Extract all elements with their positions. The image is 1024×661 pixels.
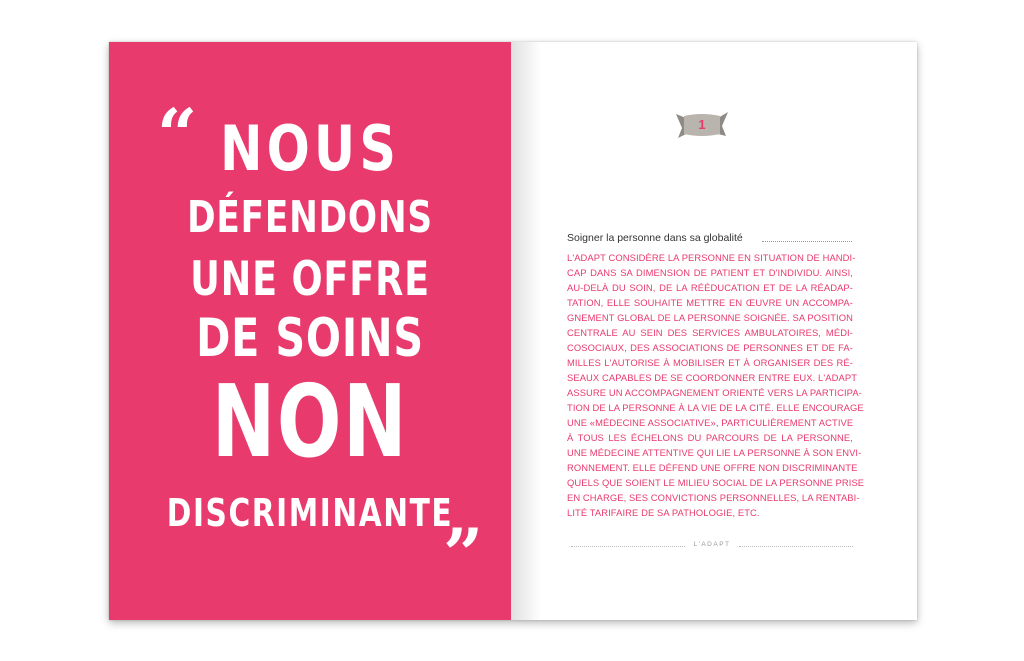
body-line: CAP DANS SA DIMENSION DE PATIENT ET D'INDIVIDU. AINSI, <box>567 267 853 278</box>
footer-rule-right <box>739 546 853 547</box>
body-line: À TOUS LES ÉCHELONS DU PARCOURS DE LA PERSONNE, <box>567 432 853 443</box>
body-line: COSOCIAUX, DES ASSOCIATIONS DE PERSONNES ET DE FA- <box>567 342 853 353</box>
footer-label: L'ADAPT <box>693 541 731 548</box>
body-line: MILLES L'AUTORISE À MOBILISER ET À ORGANISER DES RÉ- <box>567 357 853 368</box>
body-line: RONNEMENT. ELLE DÉFEND UNE OFFRE NON DISCRIMINANTE <box>567 462 858 473</box>
body-line: AU-DELÀ DU SOIN, DE LA RÉÉDUCATION ET DE LA RÉADAP- <box>567 282 853 293</box>
body-paragraph <box>567 250 865 520</box>
title-dotted-rule <box>762 241 852 242</box>
body-line: CENTRALE AU SEIN DES SERVICES AMBULATOIRES, MÉDI- <box>567 327 853 338</box>
body-line: GNEMENT GLOBAL DE LA PERSONNE SOIGNÉE. SA POSITION <box>567 312 853 323</box>
body-line: ASSURE UN ACCOMPAGNEMENT ORIENTÉ VERS LA PARTICIPA- <box>567 387 862 398</box>
quote-line-5: NON <box>211 363 409 480</box>
body-line: LITÉ TARIFAIRE DE SA PATHOLOGIE, ETC. <box>567 507 760 518</box>
quote-line-1: NOUS <box>219 112 401 185</box>
quote-line-3: UNE OFFRE <box>190 252 430 307</box>
chapter-number: 1 <box>698 117 706 132</box>
body-line: UNE MÉDECINE ATTENTIVE QUI LIE LA PERSONNE À SON ENVI- <box>567 447 862 458</box>
opening-quote-mark: “ <box>157 93 198 176</box>
closing-quote-mark: ” <box>443 513 484 596</box>
body-line: QUELS QUE SOIENT LE MILIEU SOCIAL DE LA PERSONNE PRISE <box>567 477 865 488</box>
quote-line-4: DE SOINS <box>196 308 424 369</box>
body-line: TION DE LA PERSONNE À LA VIE DE LA CITÉ. ELLE ENCOURAGE <box>567 402 864 413</box>
footer-rule-left <box>571 546 685 547</box>
body-line: SEAUX CAPABLES DE SE COORDONNER ENTRE EUX. L'ADAPT <box>567 372 858 383</box>
body-line: TATION, ELLE SOUHAITE METTRE EN ŒUVRE UN ACCOMPA- <box>567 297 853 308</box>
body-line: EN CHARGE, SES CONVICTIONS PERSONNELLES, LA RENTABI- <box>567 492 860 503</box>
section-title: Soigner la personne dans sa globalité <box>567 232 743 244</box>
quote-line-2: DÉFENDONS <box>187 192 433 243</box>
chapter-badge <box>674 108 730 142</box>
body-line: L'ADAPT CONSIDÈRE LA PERSONNE EN SITUATION DE HANDI- <box>567 252 856 263</box>
quote-line-6: DISCRIMINANTE <box>166 491 454 535</box>
body-line: UNE «MÉDECINE ASSOCIATIVE», PARTICULIÈREMENT ACTIVE <box>567 417 854 428</box>
